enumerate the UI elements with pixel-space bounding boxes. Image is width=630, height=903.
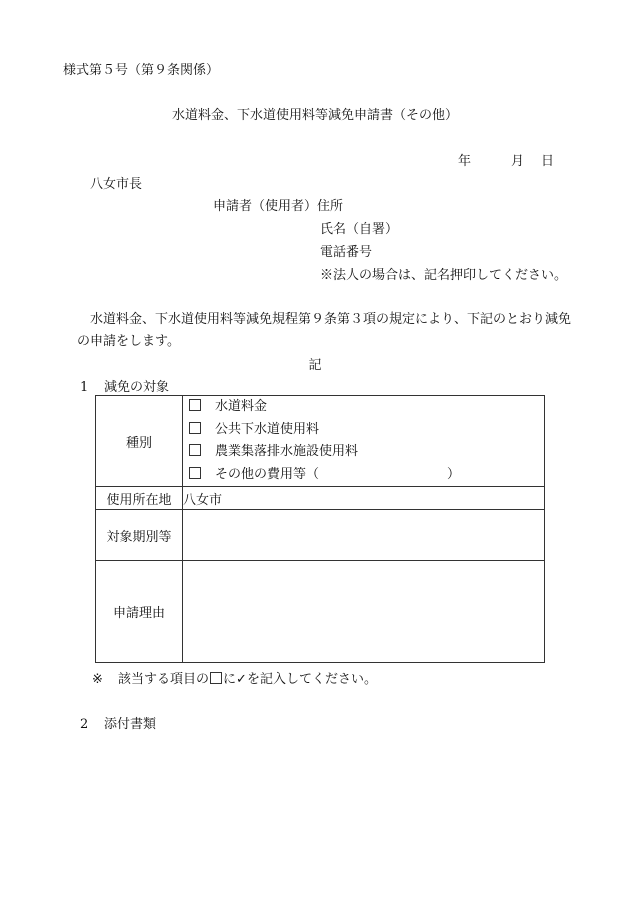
- type-label: 種別: [96, 396, 183, 487]
- section-2-heading: [80, 713, 156, 732]
- body-paragraph: 水道料金、下水道使用料等減免規程第９条第３項の規定により、下記のとおり減免の申請をします。: [77, 312, 572, 349]
- option-water-fee[interactable]: [183, 396, 544, 419]
- reason-label: 申請理由: [96, 561, 183, 663]
- option-public-sewer-fee[interactable]: [183, 419, 544, 442]
- date-month: 月: [511, 154, 525, 169]
- option-label: 水道料金: [215, 399, 268, 414]
- section-2-number: 2: [80, 717, 89, 732]
- section-1-heading: [80, 376, 169, 395]
- option-rural-drainage-fee[interactable]: [183, 441, 544, 464]
- checkbox[interactable]: [189, 467, 201, 479]
- checkbox[interactable]: [189, 422, 201, 434]
- exemption-target-table: [95, 395, 545, 663]
- note-mark: ※: [92, 672, 103, 687]
- checkbox-icon: [210, 672, 222, 684]
- checkmark-icon: ✓: [236, 672, 247, 687]
- period-value[interactable]: [183, 510, 545, 561]
- period-label: 対象期別等: [96, 510, 183, 561]
- addressee: 八女市長: [90, 177, 143, 192]
- option-label: 公共下水道使用料: [215, 421, 320, 437]
- reason-value[interactable]: [183, 561, 545, 663]
- option-other-fees[interactable]: [183, 464, 544, 487]
- type-options-cell: [183, 396, 545, 487]
- applicant-name-label: 氏名（自署）: [320, 222, 399, 237]
- section-1-title: 減免の対象: [104, 380, 170, 395]
- applicant-address-label: 申請者（使用者）住所: [213, 199, 344, 214]
- checkbox[interactable]: [189, 444, 201, 456]
- option-label: その他の費用等（: [215, 466, 320, 482]
- date-line: [458, 150, 554, 169]
- location-value[interactable]: 八女市: [183, 487, 545, 510]
- option-paren-close: ）: [447, 466, 461, 482]
- note-before: 該当する項目の: [118, 672, 210, 687]
- instruction-note: [92, 668, 377, 687]
- form-number: 様式第５号（第９条関係）: [63, 63, 220, 78]
- checkbox[interactable]: [189, 399, 201, 411]
- note-after: を記入してください。: [246, 672, 377, 687]
- section-2-title: 添付書類: [104, 717, 157, 732]
- document-title: 水道料金、下水道使用料等減免申請書（その他）: [171, 108, 458, 123]
- ki-heading: 記: [308, 358, 322, 373]
- section-1-number: 1: [80, 380, 89, 395]
- option-label: 農業集落排水施設使用料: [215, 444, 359, 459]
- corporation-note: ※法人の場合は、記名押印してください。: [320, 268, 568, 283]
- date-day: 日: [541, 154, 555, 169]
- applicant-phone-label: 電話番号: [320, 245, 373, 260]
- date-year: 年: [458, 154, 472, 169]
- note-middle: に: [223, 672, 237, 687]
- location-label: 使用所在地: [96, 487, 183, 510]
